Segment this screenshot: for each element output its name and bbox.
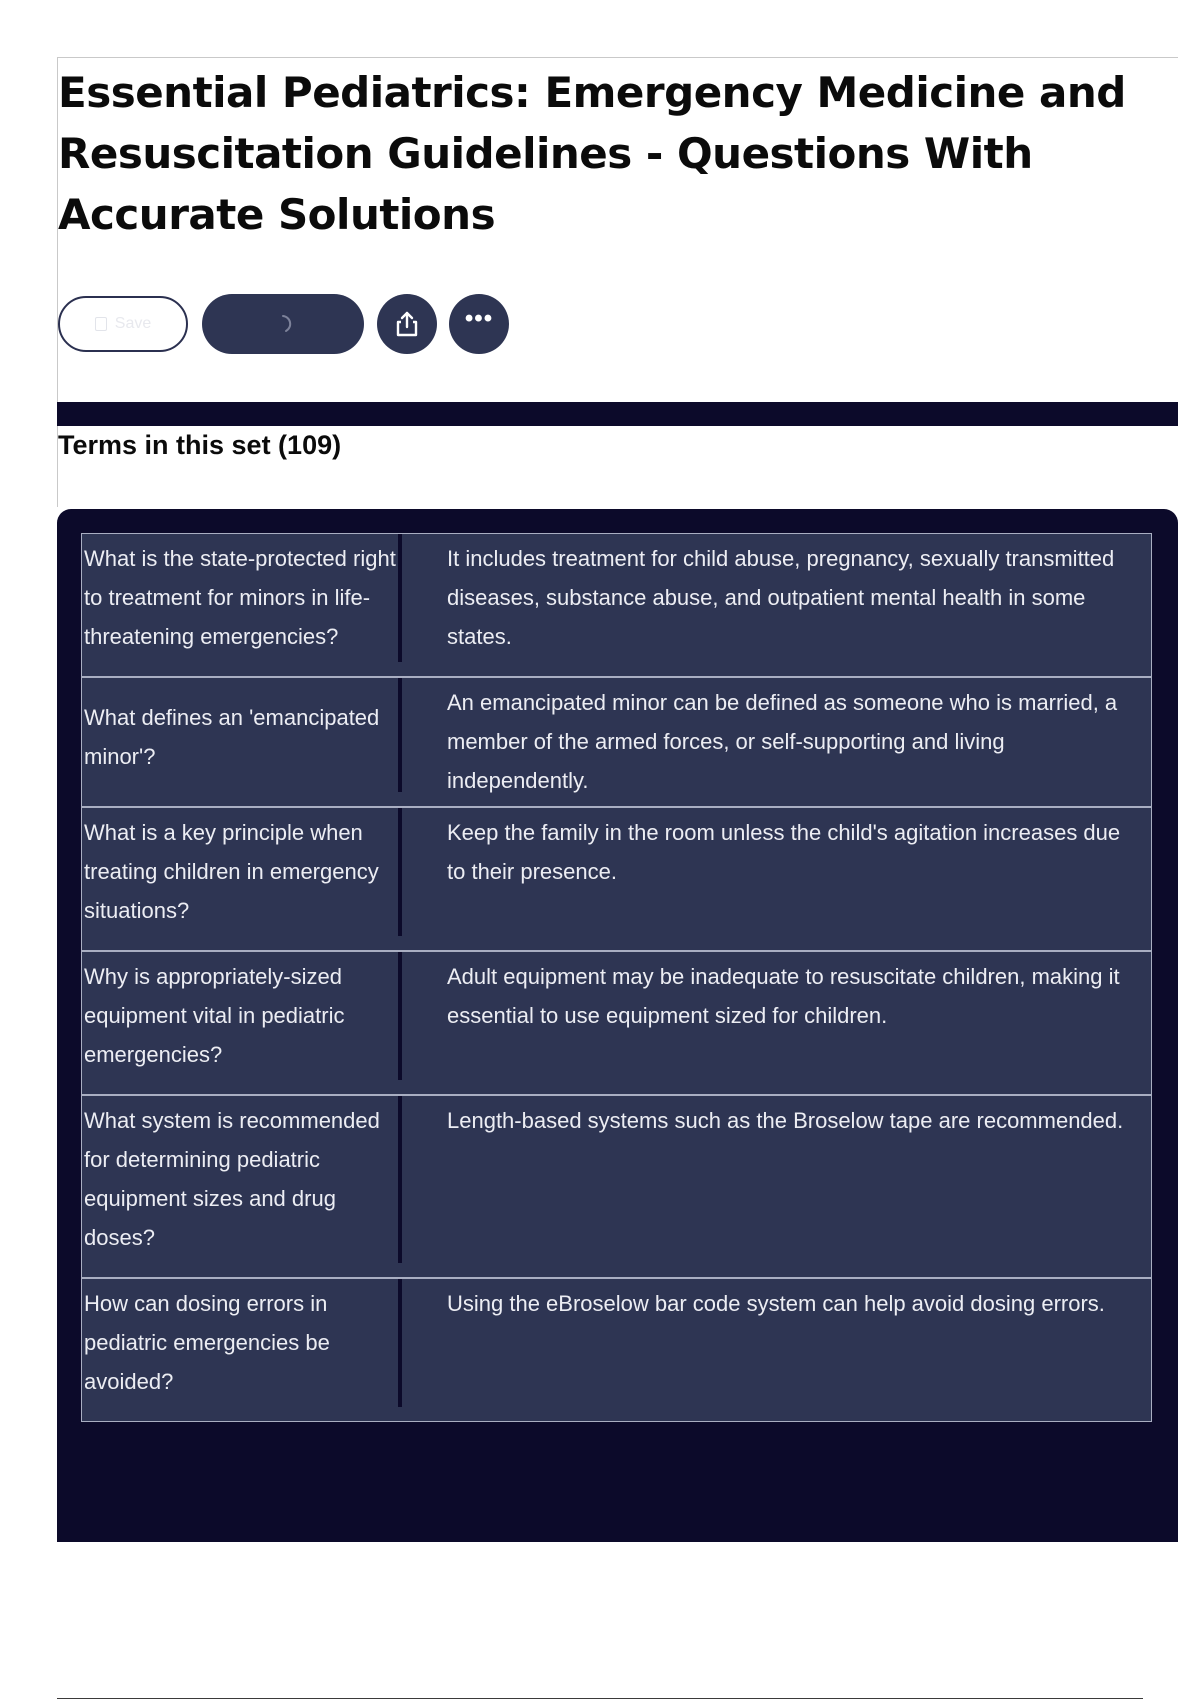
definition-text: An emancipated minor can be defined as someone who is married, a member of the armed forces, or self-supporting and living independently.	[447, 690, 1118, 793]
share-button[interactable]	[377, 294, 437, 354]
share-icon	[394, 310, 420, 338]
term-row	[82, 534, 1151, 676]
save-button-label: Save	[114, 315, 152, 332]
terms-count-heading: Terms in this set (109)	[58, 430, 342, 460]
term-text: What system is recommended for determining pediatric equipment sizes and drug doses?	[82, 1096, 402, 1263]
terms-table	[81, 533, 1152, 1422]
bottom-divider	[57, 1698, 1143, 1699]
term-text: What defines an 'emancipated minor'?	[82, 678, 402, 792]
more-options-icon: •••	[464, 305, 494, 332]
more-options-button[interactable]	[449, 294, 509, 354]
term-text: Why is appropriately-sized equipment vital in pediatric emergencies?	[82, 952, 402, 1080]
term-row	[82, 1094, 1151, 1277]
spinner-icon	[272, 313, 294, 335]
term-text: How can dosing errors in pediatric emergencies be avoided?	[82, 1279, 402, 1407]
page-title: Essential Pediatrics: Emergency Medicine and Resuscitation Guidelines - Questions With Accurate Solutions	[58, 68, 1126, 239]
definition-text: Adult equipment may be inadequate to resuscitate children, making it essential to use equipment sized for children.	[447, 964, 1120, 1028]
term-row	[82, 950, 1151, 1094]
action-bar	[58, 294, 509, 354]
definition-text: It includes treatment for child abuse, pregnancy, sexually transmitted diseases, substance abuse, and outpatient mental health in some states.	[447, 546, 1115, 649]
section-divider-band	[57, 402, 1178, 426]
bookmark-icon	[95, 317, 107, 331]
top-divider	[57, 57, 1178, 58]
loading-button[interactable]	[202, 294, 364, 354]
term-text: What is a key principle when treating children in emergency situations?	[82, 808, 402, 936]
definition-text: Keep the family in the room unless the child's agitation increases due to their presence.	[447, 820, 1121, 884]
term-row	[82, 806, 1151, 950]
term-row	[82, 1277, 1151, 1421]
term-row	[82, 676, 1151, 806]
definition-text: Length-based systems such as the Broselow tape are recommended.	[447, 1108, 1124, 1133]
term-text: What is the state-protected right to treatment for minors in life-threatening emergencies?	[82, 534, 402, 662]
definition-text: Using the eBroselow bar code system can help avoid dosing errors.	[447, 1291, 1105, 1316]
save-button[interactable]	[58, 296, 188, 352]
terms-card	[57, 509, 1178, 1542]
